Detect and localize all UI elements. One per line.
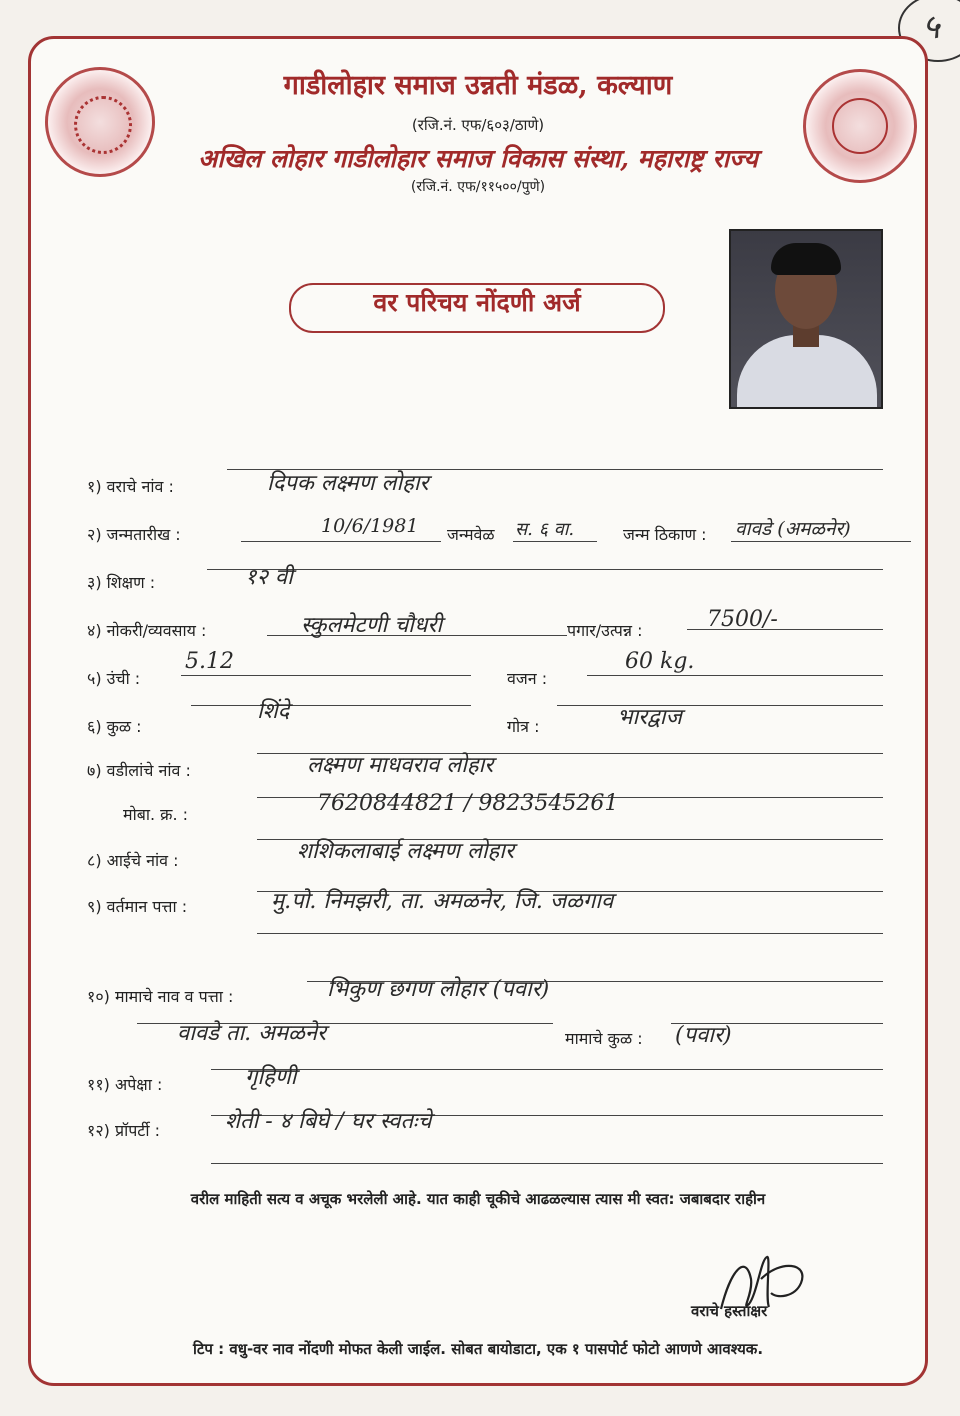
form-title: वर परिचय नोंदणी अर्ज — [289, 283, 665, 333]
value-groom-name: दिपक लक्ष्मण लोहार — [267, 471, 429, 496]
line-expectation — [211, 1069, 883, 1070]
label-salary: पगार/उत्पन्न : — [567, 621, 643, 640]
signature-label: वराचे हस्ताक्षर — [691, 1302, 768, 1320]
line-gotra — [557, 705, 883, 706]
value-gotra: भारद्वाज — [617, 705, 682, 730]
label-gotra: गोत्र : — [507, 717, 540, 736]
label-height: ५) उंची : — [87, 669, 141, 688]
value-maternal-uncle: भिकुण छगण लोहार (पवार) — [327, 977, 550, 1002]
line-education — [207, 569, 883, 570]
label-birth-date: २) जन्मतारीख : — [87, 525, 181, 544]
label-father-name: ७) वडीलांचे नांव : — [87, 761, 191, 780]
value-current-address: मु.पो. निमझरी, ता. अमळनेर, जि. जळगाव — [271, 889, 614, 914]
label-expectation: ११) अपेक्षा : — [87, 1075, 163, 1094]
label-current-address: ९) वर्तमान पत्ता : — [87, 897, 188, 916]
label-mother-name: ८) आईचे नांव : — [87, 851, 179, 870]
org-name-primary: गाडीलोहार समाज उन्नती मंडळ, कल्याण — [283, 70, 673, 101]
applicant-photo — [729, 229, 883, 409]
line-clan — [191, 705, 471, 706]
line-current-address-2 — [257, 933, 883, 934]
value-occupation: स्कुलमेटणी चौधरी — [301, 613, 443, 638]
form-frame — [28, 36, 928, 1386]
label-groom-name: १) वराचे नांव : — [87, 477, 174, 496]
footer-note: टिप : वधु-वर नाव नोंदणी मोफत केली जाईल. सोबत बायोडाटा, एक १ पासपोर्ट फोटो आणणे आवश्यक. — [192, 1340, 764, 1358]
value-maternal-uncle-address: वावडे ता. अमळनेर — [177, 1021, 327, 1046]
value-salary: 7500/- — [707, 607, 778, 632]
value-birth-date: 10/6/1981 — [321, 515, 419, 537]
value-mother-name: शशिकलाबाई लक्ष्मण लोहार — [297, 839, 514, 864]
value-weight: 60 kg. — [625, 649, 695, 674]
label-property: १२) प्रॉपर्टी : — [87, 1121, 160, 1140]
label-maternal-uncle: १०) मामाचे नाव व पत्ता : — [87, 987, 234, 1006]
line-property-2 — [211, 1163, 883, 1164]
value-birth-place: वावडे (अमळनेर) — [735, 518, 851, 540]
value-expectation: गृहिणी — [245, 1065, 297, 1090]
org-registration-secondary: (रजि.नं. एफ/११५००/पुणे) — [410, 179, 546, 195]
value-mobile: 7620844821 / 9823545261 — [317, 791, 619, 816]
declaration-text: वरील माहिती सत्य व अचूक भरलेली आहे. यात काही चूकीचे आढळल्यास त्यास मी स्वत: जबाबदार राहीन — [190, 1190, 766, 1208]
line-birth-time — [513, 541, 597, 542]
page-number-mark: ५ — [898, 0, 960, 62]
org-registration-primary: (रजि.नं. एफ/६०३/ठाणे) — [411, 116, 545, 134]
org-name-secondary: अखिल लोहार गाडीलोहार समाज विकास संस्था, महाराष्ट्र राज्य — [198, 144, 758, 173]
label-clan: ६) कुळ : — [87, 717, 142, 736]
line-height — [181, 675, 471, 676]
label-weight: वजन : — [507, 669, 548, 688]
value-height: 5.12 — [185, 649, 234, 674]
label-occupation: ४) नोकरी/व्यवसाय : — [87, 621, 207, 640]
line-birth-date — [241, 541, 441, 542]
value-education: १२ वी — [245, 565, 293, 590]
label-mobile: मोबा. क्र. : — [123, 805, 189, 824]
label-birth-time: जन्मवेळ — [447, 525, 495, 544]
line-weight — [587, 675, 883, 676]
value-clan: शिंदे — [257, 699, 290, 724]
label-maternal-clan: मामाचे कुळ : — [565, 1029, 643, 1048]
value-father-name: लक्ष्मण माधवराव लोहार — [307, 753, 494, 778]
label-education: ३) शिक्षण : — [87, 573, 156, 592]
value-maternal-clan: (पवार) — [675, 1023, 732, 1048]
label-birth-place: जन्म ठिकाण : — [623, 525, 707, 544]
value-property: शेती - ४ बिघे / घर स्वतःचे — [225, 1109, 432, 1134]
value-birth-time: स. ६ वा. — [515, 519, 575, 540]
line-birth-place — [731, 541, 911, 542]
